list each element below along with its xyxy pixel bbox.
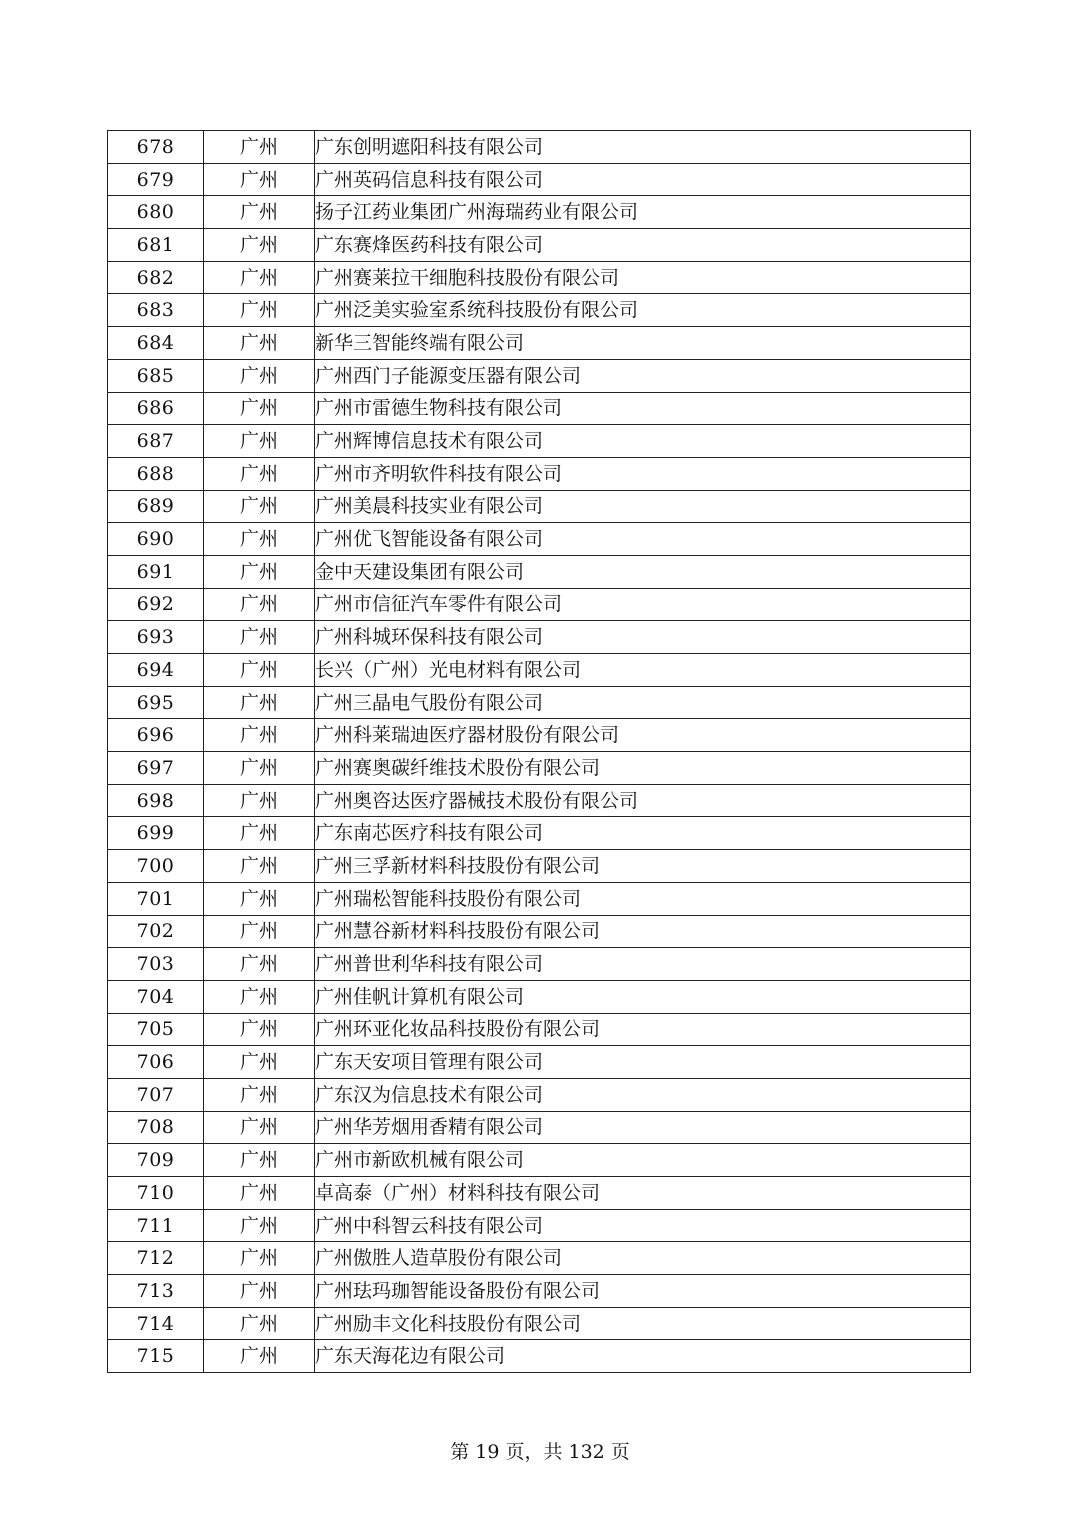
row-number: 714: [108, 1307, 204, 1340]
row-city: 广州: [204, 523, 315, 556]
row-number: 681: [108, 229, 204, 262]
row-city: 广州: [204, 1340, 315, 1373]
table-row: [108, 654, 971, 687]
row-number: 712: [108, 1242, 204, 1275]
row-company-name: 广州中科智云科技有限公司: [315, 1209, 971, 1242]
row-company-name: 广州西门子能源变压器有限公司: [315, 359, 971, 392]
page-footer: 第 19 页，共 132 页: [450, 1441, 630, 1463]
table-row: [108, 327, 971, 360]
row-city: 广州: [204, 654, 315, 687]
row-city: 广州: [204, 490, 315, 523]
row-city: 广州: [204, 1144, 315, 1177]
table-row: [108, 1144, 971, 1177]
table-row: [108, 915, 971, 948]
row-company-name: 广州辉博信息技术有限公司: [315, 425, 971, 458]
table-row: [108, 1307, 971, 1340]
row-company-name: 广州市信征汽车零件有限公司: [315, 588, 971, 621]
table-row: [108, 1046, 971, 1079]
row-city: 广州: [204, 686, 315, 719]
row-number: 710: [108, 1177, 204, 1210]
row-company-name: 广州科城环保科技有限公司: [315, 621, 971, 654]
row-number: 688: [108, 457, 204, 490]
row-number: 686: [108, 392, 204, 425]
row-city: 广州: [204, 980, 315, 1013]
row-city: 广州: [204, 817, 315, 850]
table-row: [108, 817, 971, 850]
table-row: [108, 392, 971, 425]
row-city: 广州: [204, 1111, 315, 1144]
row-number: 696: [108, 719, 204, 752]
table-row: [108, 980, 971, 1013]
row-company-name: 广州三孚新材料科技股份有限公司: [315, 850, 971, 883]
row-city: 广州: [204, 392, 315, 425]
row-company-name: 广州傲胜人造草股份有限公司: [315, 1242, 971, 1275]
row-company-name: 广州珐玛珈智能设备股份有限公司: [315, 1275, 971, 1308]
row-city: 广州: [204, 752, 315, 785]
row-number: 690: [108, 523, 204, 556]
row-city: 广州: [204, 1177, 315, 1210]
table-row: [108, 229, 971, 262]
row-company-name: 广州市新欧机械有限公司: [315, 1144, 971, 1177]
row-city: 广州: [204, 457, 315, 490]
row-number: 703: [108, 948, 204, 981]
row-city: 广州: [204, 621, 315, 654]
table-row: [108, 555, 971, 588]
row-company-name: 广州慧谷新材料科技股份有限公司: [315, 915, 971, 948]
row-company-name: 金中天建设集团有限公司: [315, 555, 971, 588]
row-number: 684: [108, 327, 204, 360]
row-number: 697: [108, 752, 204, 785]
table-row: [108, 686, 971, 719]
row-city: 广州: [204, 719, 315, 752]
row-number: 687: [108, 425, 204, 458]
row-number: 699: [108, 817, 204, 850]
table-row: [108, 131, 971, 164]
table-row: [108, 1177, 971, 1210]
row-company-name: 广州市齐明软件科技有限公司: [315, 457, 971, 490]
row-city: 广州: [204, 555, 315, 588]
row-city: 广州: [204, 1078, 315, 1111]
table-row: [108, 490, 971, 523]
row-number: 700: [108, 850, 204, 883]
row-number: 692: [108, 588, 204, 621]
row-company-name: 广州三晶电气股份有限公司: [315, 686, 971, 719]
row-city: 广州: [204, 915, 315, 948]
row-number: 708: [108, 1111, 204, 1144]
row-company-name: 广州泛美实验室系统科技股份有限公司: [315, 294, 971, 327]
row-number: 695: [108, 686, 204, 719]
row-company-name: 扬子江药业集团广州海瑞药业有限公司: [315, 196, 971, 229]
row-city: 广州: [204, 131, 315, 164]
table-row: [108, 588, 971, 621]
row-city: 广州: [204, 882, 315, 915]
row-company-name: 广州市雷德生物科技有限公司: [315, 392, 971, 425]
row-city: 广州: [204, 1013, 315, 1046]
table-row: [108, 719, 971, 752]
row-number: 698: [108, 784, 204, 817]
row-company-name: 广州英码信息科技有限公司: [315, 163, 971, 196]
table-row: [108, 294, 971, 327]
row-city: 广州: [204, 294, 315, 327]
row-city: 广州: [204, 1307, 315, 1340]
table-row: [108, 1111, 971, 1144]
row-city: 广州: [204, 1275, 315, 1308]
row-company-name: 广州科莱瑞迪医疗器材股份有限公司: [315, 719, 971, 752]
row-city: 广州: [204, 850, 315, 883]
row-company-name: 长兴（广州）光电材料有限公司: [315, 654, 971, 687]
table-row: [108, 850, 971, 883]
row-city: 广州: [204, 948, 315, 981]
table-row: [108, 1078, 971, 1111]
row-city: 广州: [204, 359, 315, 392]
table-row: [108, 784, 971, 817]
table-row: [108, 1013, 971, 1046]
row-number: 679: [108, 163, 204, 196]
table-row: [108, 457, 971, 490]
row-company-name: 新华三智能终端有限公司: [315, 327, 971, 360]
table-row: [108, 1275, 971, 1308]
row-company-name: 广州奥咨达医疗器械技术股份有限公司: [315, 784, 971, 817]
row-city: 广州: [204, 327, 315, 360]
row-number: 693: [108, 621, 204, 654]
row-city: 广州: [204, 163, 315, 196]
row-company-name: 卓高泰（广州）材料科技有限公司: [315, 1177, 971, 1210]
row-company-name: 广东创明遮阳科技有限公司: [315, 131, 971, 164]
table-row: [108, 523, 971, 556]
row-number: 709: [108, 1144, 204, 1177]
row-city: 广州: [204, 229, 315, 262]
row-company-name: 广州优飞智能设备有限公司: [315, 523, 971, 556]
row-number: 713: [108, 1275, 204, 1308]
row-number: 704: [108, 980, 204, 1013]
row-number: 685: [108, 359, 204, 392]
row-number: 678: [108, 131, 204, 164]
row-company-name: 广州赛奥碳纤维技术股份有限公司: [315, 752, 971, 785]
row-number: 701: [108, 882, 204, 915]
row-company-name: 广州赛莱拉干细胞科技股份有限公司: [315, 261, 971, 294]
row-company-name: 广州瑞松智能科技股份有限公司: [315, 882, 971, 915]
row-city: 广州: [204, 196, 315, 229]
row-number: 680: [108, 196, 204, 229]
row-number: 702: [108, 915, 204, 948]
table-body: [108, 131, 971, 1373]
row-number: 715: [108, 1340, 204, 1373]
row-city: 广州: [204, 784, 315, 817]
row-company-name: 广州普世利华科技有限公司: [315, 948, 971, 981]
table-row: [108, 261, 971, 294]
row-city: 广州: [204, 1242, 315, 1275]
row-number: 706: [108, 1046, 204, 1079]
row-number: 689: [108, 490, 204, 523]
row-company-name: 广东汉为信息技术有限公司: [315, 1078, 971, 1111]
row-number: 707: [108, 1078, 204, 1111]
row-company-name: 广州环亚化妆品科技股份有限公司: [315, 1013, 971, 1046]
table-row: [108, 163, 971, 196]
row-company-name: 广州华芳烟用香精有限公司: [315, 1111, 971, 1144]
row-number: 691: [108, 555, 204, 588]
row-city: 广州: [204, 425, 315, 458]
row-number: 705: [108, 1013, 204, 1046]
row-city: 广州: [204, 588, 315, 621]
row-city: 广州: [204, 1209, 315, 1242]
table-row: [108, 948, 971, 981]
table-row: [108, 425, 971, 458]
row-company-name: 广州励丰文化科技股份有限公司: [315, 1307, 971, 1340]
row-number: 682: [108, 261, 204, 294]
row-city: 广州: [204, 1046, 315, 1079]
row-company-name: 广州佳帆计算机有限公司: [315, 980, 971, 1013]
row-company-name: 广东赛烽医药科技有限公司: [315, 229, 971, 262]
table-row: [108, 1209, 971, 1242]
company-list-table: [107, 130, 971, 1373]
table-row: [108, 1340, 971, 1373]
row-number: 683: [108, 294, 204, 327]
table-row: [108, 196, 971, 229]
table-row: [108, 1242, 971, 1275]
row-company-name: 广东天安项目管理有限公司: [315, 1046, 971, 1079]
table-row: [108, 882, 971, 915]
table-row: [108, 752, 971, 785]
row-company-name: 广东南芯医疗科技有限公司: [315, 817, 971, 850]
row-number: 711: [108, 1209, 204, 1242]
row-company-name: 广东天海花边有限公司: [315, 1340, 971, 1373]
table-row: [108, 621, 971, 654]
row-company-name: 广州美晨科技实业有限公司: [315, 490, 971, 523]
row-number: 694: [108, 654, 204, 687]
table-row: [108, 359, 971, 392]
row-city: 广州: [204, 261, 315, 294]
